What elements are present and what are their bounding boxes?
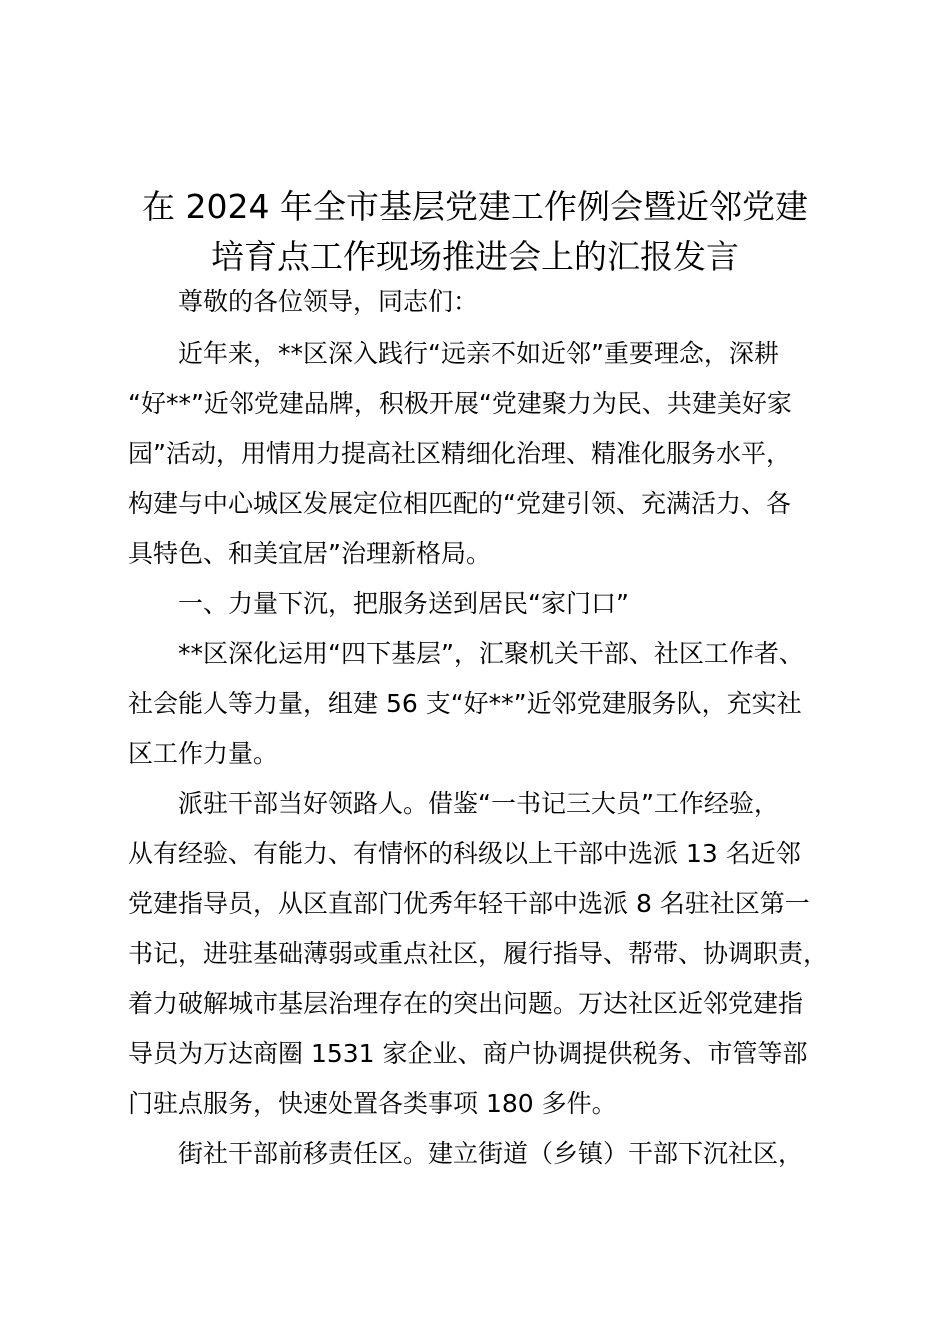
paragraph-line: 着力破解城市基层治理存在的突出问题。万达社区近邻党建指 — [128, 989, 804, 1018]
paragraph-line: 区工作力量。 — [128, 739, 279, 768]
paragraph-line: 近年来，**区深入践行“远亲不如近邻”重要理念，深耕 — [178, 339, 779, 368]
paragraph-line: 党建指导员，从区直部门优秀年轻干部中选派 8 名驻社区第一 — [128, 889, 810, 918]
paragraph-line: **区深化运用“四下基层”，汇聚机关干部、社区工作者、 — [178, 639, 804, 668]
paragraph-line: 街社干部前移责任区。建立街道（乡镇）干部下沉社区， — [178, 1139, 804, 1168]
section-heading: 一、力量下沉，把服务送到居民“家门口” — [178, 589, 629, 618]
paragraph-line: 书记，进驻基础薄弱或重点社区，履行指导、帮带、协调职责， — [128, 939, 829, 968]
paragraph-line: 具特色、和美宜居”治理新格局。 — [128, 539, 491, 568]
salutation: 尊敬的各位领导，同志们： — [178, 287, 479, 316]
paragraph-line: 门驻点服务，快速处置各类事项 180 多件。 — [128, 1089, 617, 1118]
paragraph-line: 社会能人等力量，组建 56 支“好**”近邻党建服务队，充实社 — [128, 689, 802, 718]
paragraph-line: 导员为万达商圈 1531 家企业、商户协调提供税务、市管等部 — [128, 1039, 808, 1068]
paragraph-line: 从有经验、有能力、有情怀的科级以上干部中选派 13 名近邻 — [128, 839, 801, 868]
paragraph-line: 园”活动，用情用力提高社区精细化治理、精准化服务水平， — [128, 439, 791, 468]
document-title-line-2: 培育点工作现场推进会上的汇报发言 — [211, 237, 739, 276]
paragraph-line: 构建与中心城区发展定位相匹配的“党建引领、充满活力、各 — [128, 489, 791, 518]
paragraph-line: “好**”近邻党建品牌，积极开展“党建聚力为民、共建美好家 — [128, 389, 792, 418]
paragraph-line: 派驻干部当好领路人。借鉴“一书记三大员”工作经验， — [178, 789, 779, 818]
document-title-line-1: 在 2024 年全市基层党建工作例会暨近邻党建 — [142, 187, 808, 226]
